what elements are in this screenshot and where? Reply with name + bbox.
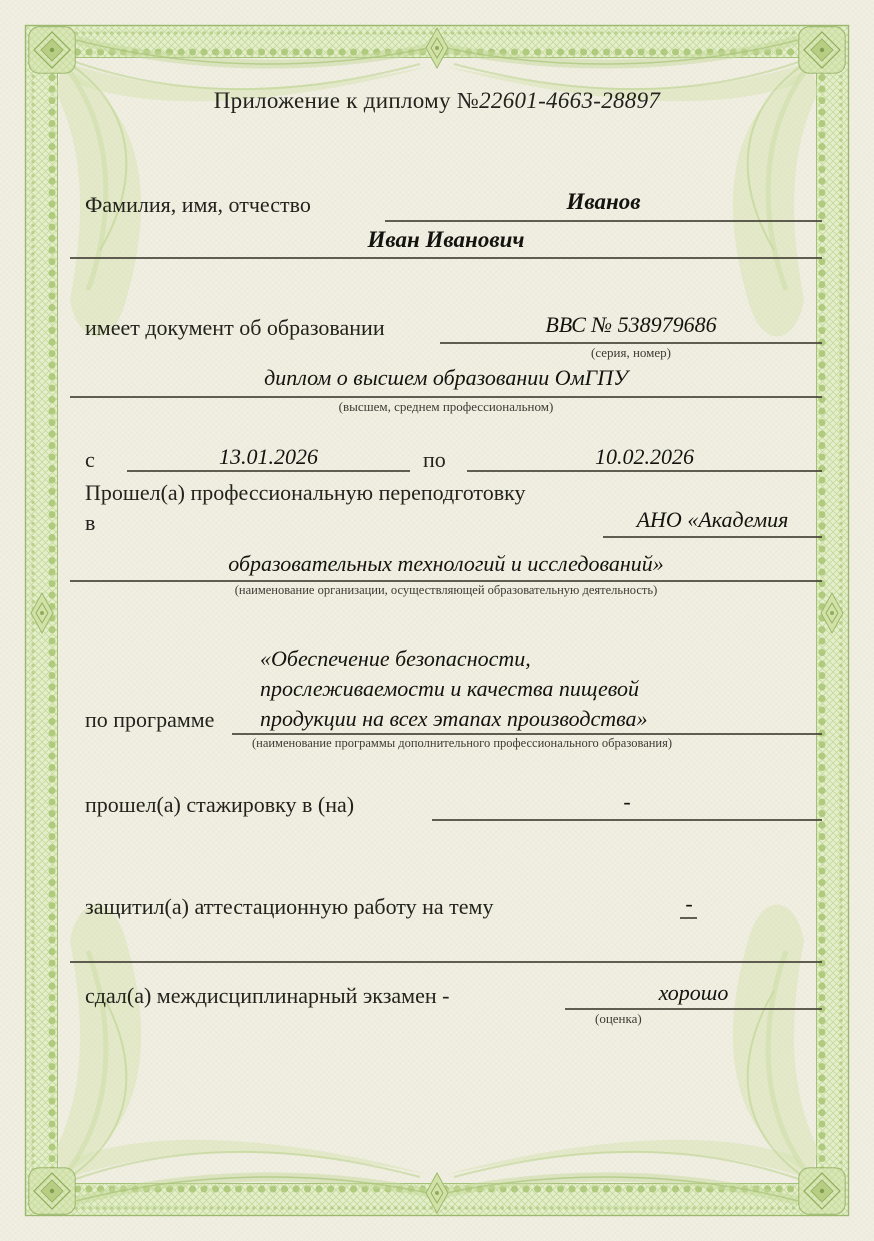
title-diploma-number: 22601-4663-28897 [479,88,661,113]
education-doc-type-value: диплом о высшем образовании ОмГПУ [264,365,628,390]
program-name-line2: прослеживаемости и качества пищевой [260,676,640,701]
surname-value: Иванов [566,189,641,214]
exam-grade-value: хорошо [658,980,729,1005]
series-number-caption: (серия, номер) [591,345,671,360]
period-to-rule [467,470,822,472]
education-doc-type-caption: (высшем, среднем профессиональном) [338,399,554,414]
period-from-rule [127,470,410,472]
program-name-line1: «Обеспечение безопасности, [260,646,531,671]
period-from-label: с [85,447,95,472]
internship-rule [432,819,822,821]
exam-grade-caption: (оценка) [595,1011,642,1026]
organization-caption: (наименование организации, осуществляющей образовательную деятельность) [234,583,658,597]
exam-label: сдал(а) междисциплинарный экзамен - [85,983,450,1008]
name-label: Фамилия, имя, отчество [85,192,311,217]
education-doc-type-rule [70,396,822,398]
education-doc-rule [440,342,822,344]
organization-line1: АНО «Академия [636,507,789,532]
given-names-value: Иван Иванович [367,227,525,252]
program-name-line3: продукции на всех этапах производства» [260,706,648,731]
surname-rule [385,220,822,222]
exam-rule [565,1008,822,1010]
period-to-date: 10.02.2026 [595,444,694,469]
organization-line2: образовательных технологий и исследований» [228,551,664,576]
period-from-date: 13.01.2026 [219,444,318,469]
title-prefix: Приложение к диплому № [213,88,480,113]
program-rule [232,733,822,735]
internship-value: - [623,789,631,814]
internship-label: прошел(а) стажировку в (на) [85,792,355,817]
thesis-label: защитил(а) аттестационную работу на тему [85,894,494,919]
period-to-label: по [423,447,446,472]
education-doc-label: имеет документ об образовании [85,315,385,340]
education-doc-series-value: ВВС № 538979686 [545,312,717,337]
organization-rule-2 [70,580,822,582]
given-names-rule [70,257,822,259]
organization-rule-1 [603,536,822,538]
program-label: по программе [85,707,215,732]
retraining-statement: Прошел(а) профессиональную переподготовку [85,480,526,505]
thesis-value-rule [680,917,697,919]
thesis-rule [70,961,822,963]
page-title [0,88,874,114]
thesis-value: - [685,891,693,916]
retraining-in-label: в [85,510,96,535]
program-caption: (наименование программы дополнительного профессионального образования) [251,736,673,750]
